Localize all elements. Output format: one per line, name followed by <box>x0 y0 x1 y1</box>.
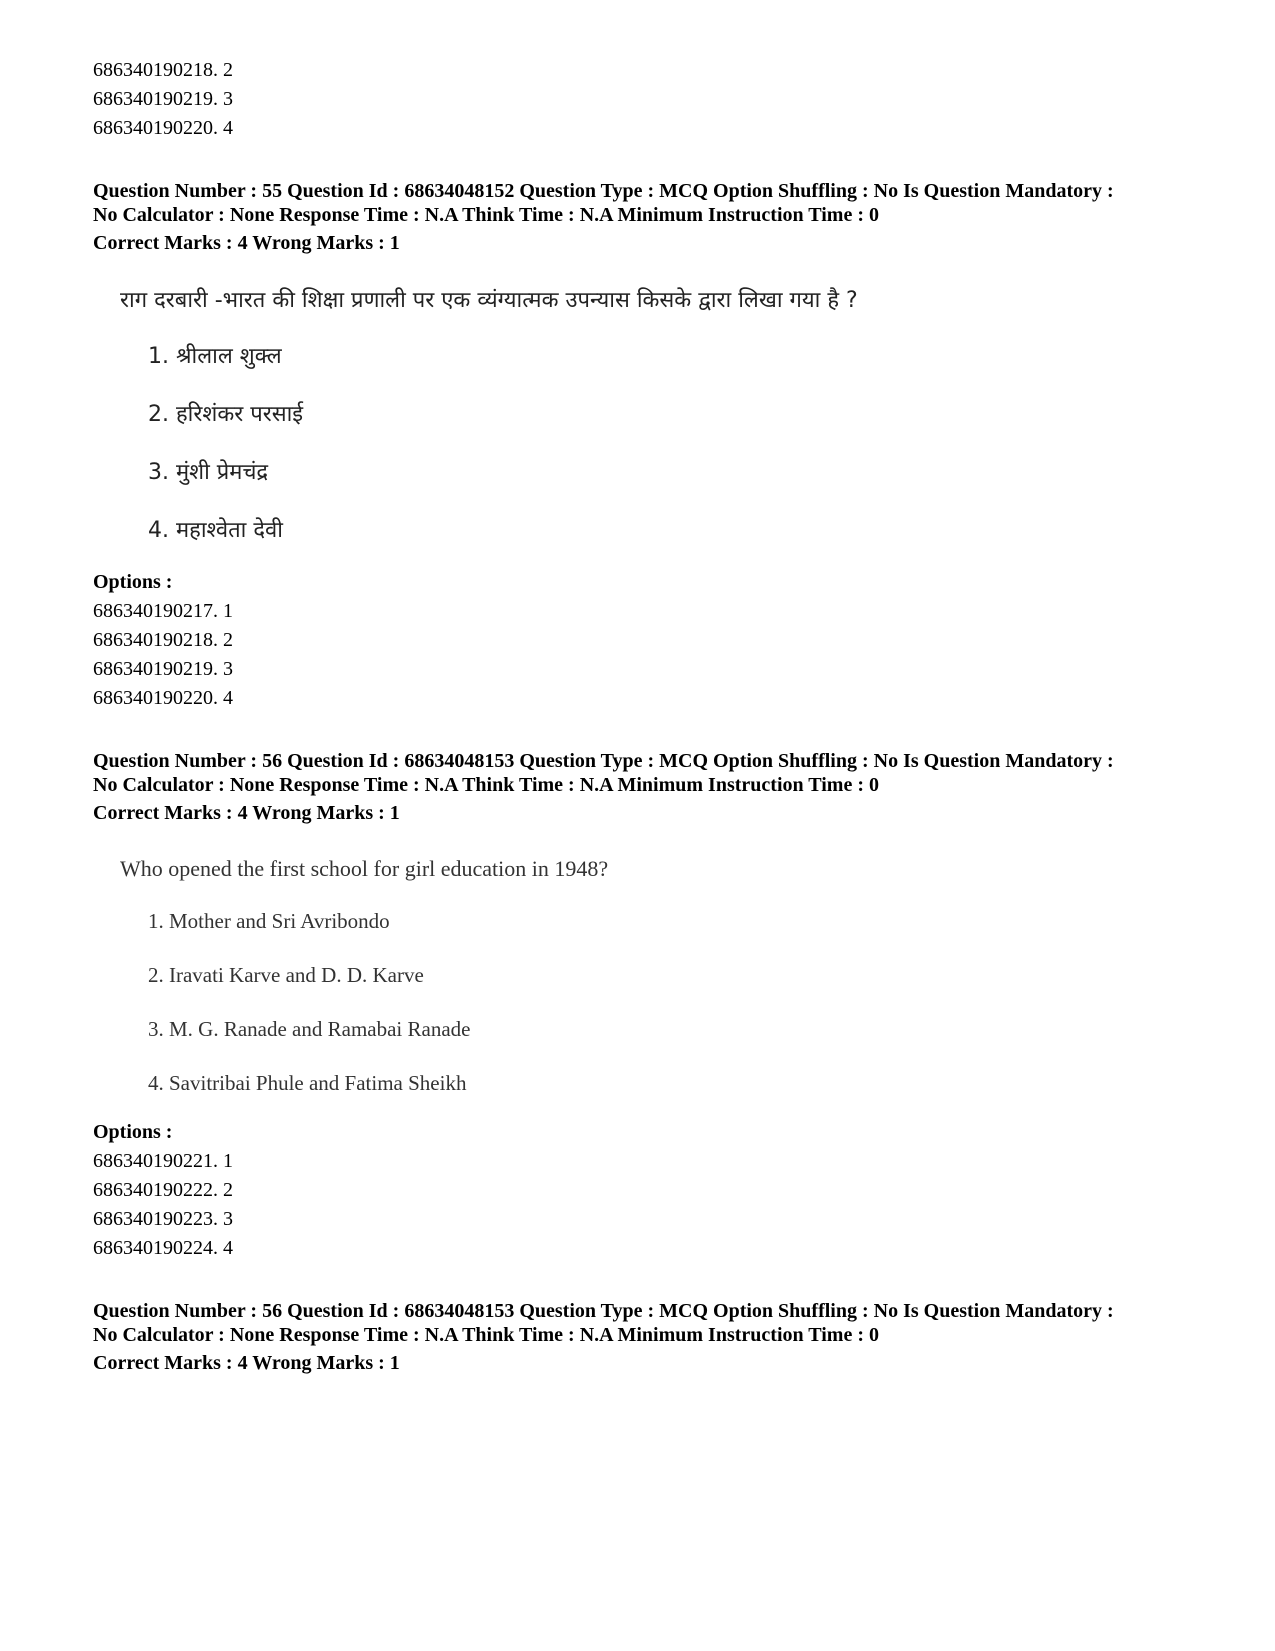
answer-choice: 1. श्रीलाल शुक्ल <box>148 344 282 369</box>
question-56-repeat <box>93 1299 1223 1378</box>
answer-choice: 3. मुंशी प्रेमचंद्र <box>148 460 269 485</box>
question-marks: Correct Marks : 4 Wrong Marks : 1 <box>93 232 400 254</box>
question-meta-line: No Calculator : None Response Time : N.A Think Time : N.A Minimum Instruction Time : 0 <box>93 774 879 796</box>
question-56 <box>93 749 1223 1263</box>
question-marks: Correct Marks : 4 Wrong Marks : 1 <box>93 1352 400 1374</box>
question-meta-line: Question Number : 55 Question Id : 68634048152 Question Type : MCQ Option Shuffling : No Is Question Mandatory : <box>93 180 1114 202</box>
option-id-line: 686340190224. 4 <box>93 1237 233 1259</box>
question-meta-line: Question Number : 56 Question Id : 68634048153 Question Type : MCQ Option Shuffling : No Is Question Mandatory : <box>93 1300 1114 1322</box>
option-id-line: 686340190219. 3 <box>93 88 233 110</box>
option-id-line: 686340190223. 3 <box>93 1208 233 1230</box>
option-id-line: 686340190221. 1 <box>93 1150 233 1172</box>
question-55 <box>93 179 1223 713</box>
options-label: Options : <box>93 1121 173 1143</box>
document-page <box>93 56 1223 1378</box>
question-marks: Correct Marks : 4 Wrong Marks : 1 <box>93 802 400 824</box>
question-stem: Who opened the first school for girl education in 1948? <box>120 856 609 881</box>
option-id-line: 686340190220. 4 <box>93 687 233 709</box>
question-body <box>120 854 1223 1098</box>
answer-choice: 2. हरिशंकर परसाई <box>148 402 304 427</box>
answer-choice: 1. Mother and Sri Avribondo <box>148 909 390 933</box>
question-meta-line: No Calculator : None Response Time : N.A Think Time : N.A Minimum Instruction Time : 0 <box>93 1324 879 1346</box>
answer-choice: 4. महाश्वेता देवी <box>148 518 283 543</box>
previous-options-list <box>93 56 1223 143</box>
answer-choice: 4. Savitribai Phule and Fatima Sheikh <box>148 1071 467 1095</box>
question-stem: राग दरबारी -भारत की शिक्षा प्रणाली पर एक व्यंग्यात्मक उपन्यास किसके द्वारा लिखा गया है ? <box>120 288 858 313</box>
option-id-line: 686340190218. 2 <box>93 629 233 651</box>
answer-choice: 2. Iravati Karve and D. D. Karve <box>148 963 424 987</box>
option-id-line: 686340190219. 3 <box>93 658 233 680</box>
question-meta-line: Question Number : 56 Question Id : 68634048153 Question Type : MCQ Option Shuffling : No Is Question Mandatory : <box>93 750 1114 772</box>
option-id-line: 686340190218. 2 <box>93 59 233 81</box>
option-id-line: 686340190217. 1 <box>93 600 233 622</box>
option-id-line: 686340190220. 4 <box>93 117 233 139</box>
question-meta-line: No Calculator : None Response Time : N.A Think Time : N.A Minimum Instruction Time : 0 <box>93 204 879 226</box>
question-body <box>120 286 1223 546</box>
option-id-line: 686340190222. 2 <box>93 1179 233 1201</box>
options-label: Options : <box>93 571 173 593</box>
answer-choice: 3. M. G. Ranade and Ramabai Ranade <box>148 1017 471 1041</box>
